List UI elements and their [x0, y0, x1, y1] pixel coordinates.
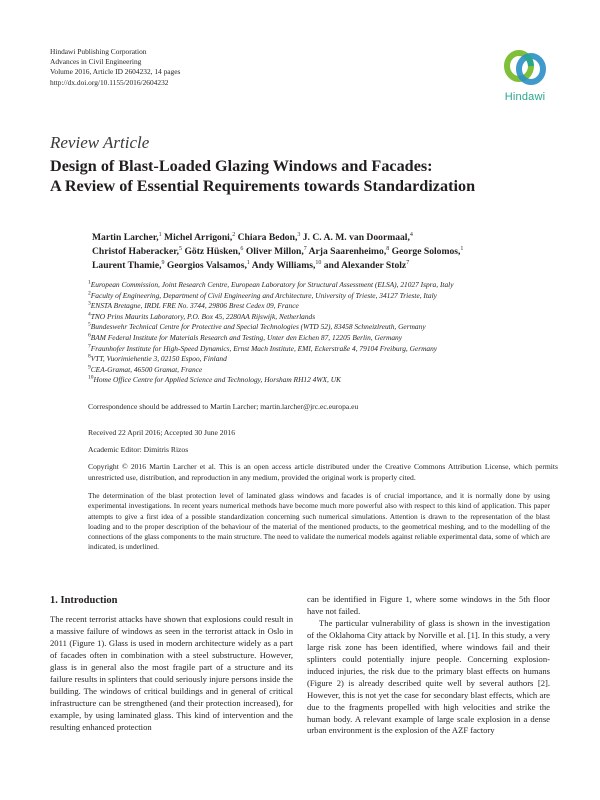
hindawi-logo	[496, 46, 554, 106]
affiliation: $^8$VTT, Vuorimiehentie 3, 02150 Espoo, Finland	[88, 353, 227, 364]
body-paragraph: The recent terrorist attacks have shown that explosions could result in a massive failure of windows as seen in the terrorist attack in Oslo in 2011 (Figure 1). Glass is used in modern architecture widely as a part of facades often in combination with a steel substructure. However, glass is in general also the most fragile part of a structure and its failure results in splinters that could seriously injure persons inside the building. The windows of critical buildings and in general of critical infrastructure can be strengthened (and their protection increased), for example, by using laminated glass. This kind of intervention and the resulting enhanced protection	[50, 614, 293, 732]
title-line-1: Design of Blast-Loaded Glazing Windows and Facades:	[50, 157, 433, 175]
academic-editor: Academic Editor: Dimitris Rizos	[88, 445, 189, 454]
body-paragraph: The particular vulnerability of glass is shown in the investigation of the Oklahoma City attack by Norville et al. [1]. In this study, a very large risk zone has been identified, where windows fail and their splinters could potentially injure people. Concerning explosion-induced injuries, the risk due to the primary blast effects on humans (Figure 2) is already described quite well by several authors [2]. However, this is not yet the case for secondary blast effects, which are due to the fragments propelled with high velocities and strike the human body. A relevant example of large scale explosion in a dense urban environment is the explosion of the AZF factory	[307, 617, 550, 736]
author[interactable]: Arja Saarenheimo,$^8$	[306, 245, 390, 257]
article-type: Review Article	[50, 133, 150, 152]
journal-header	[50, 47, 180, 88]
doi-link[interactable]: http://dx.doi.org/10.1155/2016/2604232	[50, 77, 169, 87]
title-line-2: A Review of Essential Requirements towards Standardization	[50, 176, 476, 195]
author[interactable]: Chiara Bedon,$^3$	[235, 231, 301, 243]
author[interactable]: Georgios Valsamos,$^1$	[164, 259, 250, 271]
author-list	[92, 231, 562, 273]
section-heading: 1. Introduction	[50, 595, 118, 606]
logo-text: Hindawi	[504, 91, 546, 103]
affiliation: $^{10}$Home Office Centre for Applied Science and Technology, Horsham RH12 4WX, UK	[88, 374, 341, 385]
copyright-notice: Copyright © 2016 Martin Larcher et al. This is an open access article distributed under the Creative Commons Attribution License, which permits unrestricted use, distribution, and reproduction in any medium, provided the original work is properly cited.	[88, 462, 558, 482]
author[interactable]: Christof Haberacker,$^5$	[92, 245, 183, 257]
correspondence: Correspondence should be addressed to Martin Larcher; martin.larcher@jrc.ec.europa.eu	[88, 402, 359, 411]
body-paragraph: can be identified in Figure 1, where some windows in the 5th floor have not failed.	[307, 594, 550, 616]
affiliation: $^7$Fraunhofer Institute for High-Speed Dynamics, Ernst Mach Institute, EMI, Eckerstraße 4, 79104 Freiburg, Germany	[88, 343, 438, 353]
paper-title	[50, 157, 550, 196]
journal-name: Advances in Civil Engineering	[50, 57, 142, 67]
author[interactable]: Martin Larcher,$^1$	[92, 231, 162, 243]
publisher-name: Hindawi Publishing Corporation	[50, 47, 147, 56]
author[interactable]: Michel Arrigoni,$^2$	[161, 231, 236, 243]
author[interactable]: Götz Hüsken,$^6$	[182, 245, 244, 257]
author[interactable]: George Solomos,$^1$	[389, 245, 464, 257]
affiliation: $^3$ENSTA Bretagne, IRDL FRE No. 3744, 29806 Brest Cedex 09, France	[88, 300, 299, 311]
affiliation: $^6$BAM Federal Institute for Materials Research and Testing, Unter den Eichen 87, 12205 Berlin, Germany	[88, 332, 402, 342]
author[interactable]: and Alexander Stolz$^7$	[321, 259, 410, 271]
affiliation: $^1$European Commission, Joint Research Centre, European Laboratory for Structural Assessment (ELSA), 21027 Ispra, Italy	[88, 279, 454, 289]
volume-info: Volume 2016, Article ID 2604232, 14 pages	[50, 67, 181, 77]
author[interactable]: Laurent Thamie,$^9$	[92, 259, 165, 271]
author[interactable]: J. C. A. M. van Doormaal,$^4$	[300, 231, 413, 243]
affiliation: $^9$CEA-Gramat, 46500 Gramat, France	[88, 364, 203, 374]
body-column-right	[307, 594, 550, 737]
affiliation: $^5$Bundeswehr Technical Centre for Protective and Special Technologies (WTD 52), 83458 Schneizlreuth, Germany	[88, 321, 426, 332]
hindawi-rings-icon	[500, 46, 550, 90]
body-column-left	[50, 594, 293, 734]
received-accepted-dates: Received 22 April 2016; Accepted 30 June 2016	[88, 428, 235, 437]
affiliation: $^4$TNO Prins Maurits Laboratory, P.O. Box 45, 2280AA Rijswijk, Netherlands	[88, 311, 316, 321]
author[interactable]: Oliver Millon,$^7$	[243, 245, 307, 257]
affiliations	[88, 280, 558, 386]
author[interactable]: Andy Williams,$^{10}$	[249, 259, 322, 271]
abstract: The determination of the blast protection level of laminated glass windows and facades is of crucial importance, and it is normally done by using experimental investigations. In recent years numerical methods have become much more powerful also with respect to this kind of application. This paper attempts to give a first idea of a possible standardization concerning such numerical simulations. Attention is drawn to the representation of the blast loading and to the proper description of the behaviour of the material of the mentioned products, to the geometrical meshing, and to the modelling of the connections of the glass components to the main structure. The need to validate the numerical models against reliable experimental data, some of which are indicated, is underlined.	[88, 491, 550, 552]
affiliation: $^2$Faculty of Engineering, Department of Civil Engineering and Architecture, University of Trieste, 34127 Trieste, Italy	[88, 290, 437, 300]
